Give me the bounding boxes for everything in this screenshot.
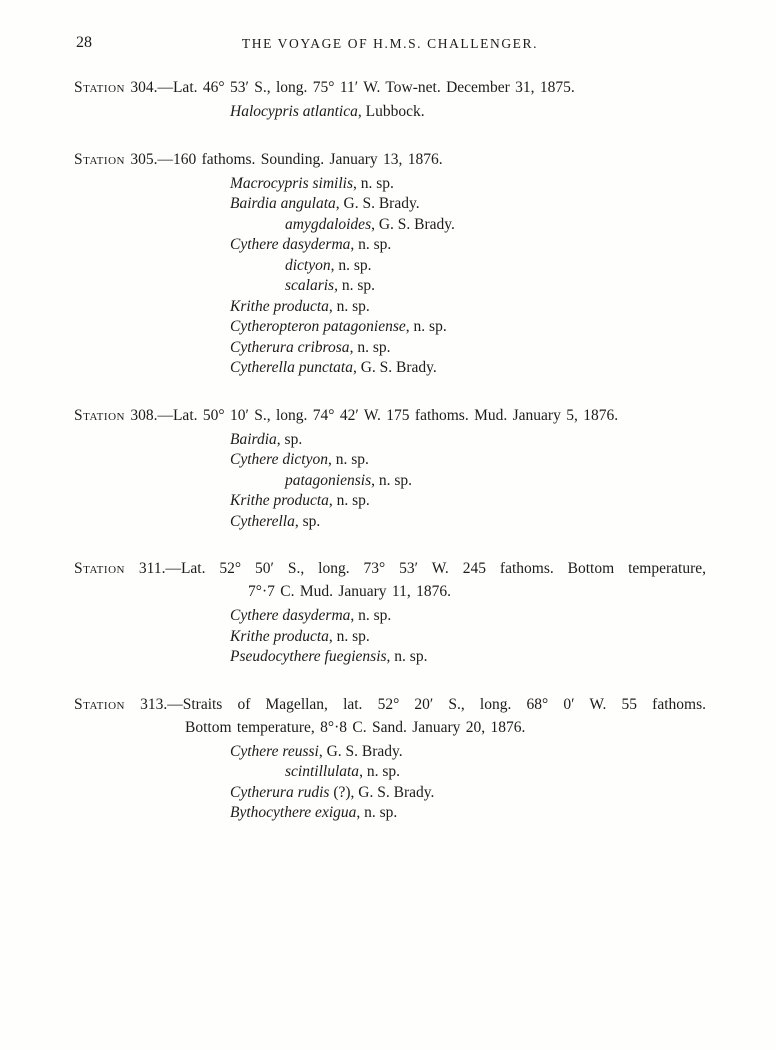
species-authority: , n. sp. xyxy=(405,318,447,335)
stations xyxy=(74,76,706,824)
species-list xyxy=(74,102,706,123)
station-heading-line xyxy=(74,716,706,739)
species-list xyxy=(74,430,706,533)
species-authority: , G. S. Brady. xyxy=(335,195,420,212)
station-block xyxy=(74,76,706,123)
station-heading xyxy=(74,76,706,99)
running-header: THE VOYAGE OF H.M.S. CHALLENGER. xyxy=(241,36,539,51)
station-heading-line xyxy=(74,148,706,171)
station-heading-text: 304.—Lat. 46° 53′ S., long. 75° 11′ W. Tow-net. December 31, 1875. xyxy=(124,79,575,96)
species-item xyxy=(230,235,706,256)
species-name: Cythere reussi xyxy=(230,742,319,760)
species-item xyxy=(230,317,706,338)
station-heading xyxy=(74,404,706,427)
species-list xyxy=(74,606,706,668)
station-heading-text: 313.—Straits of Magellan, lat. 52° 20′ S., long. 68° 0′ W. 55 fathoms. xyxy=(124,695,706,713)
species-name: Bairdia xyxy=(230,430,277,448)
station-block xyxy=(74,693,706,824)
species-authority: , n. sp. xyxy=(334,277,376,294)
species-item xyxy=(230,491,706,512)
species-authority: , n. sp. xyxy=(328,451,369,468)
species-authority: , n. sp. xyxy=(353,174,394,192)
species-item xyxy=(230,338,706,359)
species-authority: , G. S. Brady. xyxy=(318,742,403,760)
species-item xyxy=(230,742,706,763)
species-authority: , n. sp. xyxy=(328,492,370,509)
station-heading-line xyxy=(74,557,706,580)
species-item xyxy=(230,297,706,318)
station-heading-line xyxy=(74,693,706,716)
station-block xyxy=(74,148,706,379)
station-block xyxy=(74,404,706,533)
species-name: scintillulata xyxy=(285,763,360,780)
station-label: Station xyxy=(74,560,125,577)
species-item xyxy=(230,430,706,451)
station-label: Station xyxy=(74,79,125,96)
species-item xyxy=(230,647,706,668)
station-label: Station xyxy=(74,150,125,168)
species-item xyxy=(230,194,706,215)
station-label: Station xyxy=(74,406,125,424)
page-header xyxy=(74,34,706,52)
station-heading-line xyxy=(74,580,706,603)
species-name: Krithe producta xyxy=(230,492,329,509)
station-heading-line xyxy=(74,404,706,427)
station-heading-text: 7°·7 C. Mud. January 11, 1876. xyxy=(248,583,451,600)
species-name: Cythere dasyderma xyxy=(230,236,351,253)
species-authority: , n. sp. xyxy=(371,471,413,489)
page-number: 28 xyxy=(76,34,92,51)
species-name: Krithe producta xyxy=(230,627,329,645)
station-heading xyxy=(74,693,706,739)
species-name: Cytherura cribrosa xyxy=(230,338,350,356)
station-heading-text: Bottom temperature, 8°·8 C. Sand. January 20, 1876. xyxy=(185,718,526,736)
species-authority: , n. sp. xyxy=(330,256,372,274)
species-list xyxy=(74,742,706,824)
species-authority: , n. sp. xyxy=(350,236,392,253)
station-heading xyxy=(74,557,706,603)
species-name: Krithe producta xyxy=(230,297,329,315)
species-name: Bairdia angulata xyxy=(230,195,336,212)
species-authority: (?), G. S. Brady. xyxy=(329,783,435,801)
species-item xyxy=(230,358,706,379)
species-item xyxy=(230,174,706,195)
species-name: Cytherella punctata xyxy=(230,359,353,376)
species-authority: , n. sp. xyxy=(328,627,370,645)
species-item xyxy=(230,606,706,627)
species-item xyxy=(230,102,706,123)
species-authority: , n. sp. xyxy=(349,338,391,356)
species-name: Cythere dictyon xyxy=(230,451,328,468)
species-authority: , G. S. Brady. xyxy=(371,215,455,233)
species-authority: , G. S. Brady. xyxy=(352,359,437,376)
species-list xyxy=(74,174,706,379)
species-authority: , n. sp. xyxy=(359,763,400,780)
species-item xyxy=(285,256,706,277)
species-name: Cythere dasyderma xyxy=(230,607,351,624)
species-item xyxy=(230,783,706,804)
species-name: Macrocypris similis xyxy=(230,174,353,192)
species-name: scalaris xyxy=(285,277,335,294)
species-authority: , sp. xyxy=(294,512,321,530)
station-heading-line xyxy=(74,76,706,99)
species-item xyxy=(285,762,706,783)
species-item xyxy=(285,471,706,492)
species-name: amygdaloides xyxy=(285,215,372,233)
station-heading xyxy=(74,148,706,171)
station-label: Station xyxy=(74,695,125,713)
species-item xyxy=(285,276,706,297)
species-authority: , n. sp. xyxy=(350,607,392,624)
species-name: dictyon xyxy=(285,256,331,274)
species-item xyxy=(230,627,706,648)
station-block xyxy=(74,557,706,668)
species-authority: , Lubbock. xyxy=(357,103,425,120)
species-authority: , n. sp. xyxy=(356,804,398,821)
species-name: Pseudocythere fuegiensis xyxy=(230,648,387,665)
species-authority: , n. sp. xyxy=(386,648,428,665)
species-name: Cytheropteron patagoniense xyxy=(230,318,406,335)
station-heading-text: 305.—160 fathoms. Sounding. January 13, 1876. xyxy=(124,150,443,168)
species-authority: , n. sp. xyxy=(328,297,370,315)
species-name: Bythocythere exigua xyxy=(230,804,357,821)
species-name: Halocypris atlantica xyxy=(230,103,358,120)
species-authority: , sp. xyxy=(276,430,303,448)
species-item xyxy=(230,512,706,533)
species-item xyxy=(230,450,706,471)
species-item xyxy=(230,803,706,824)
species-name: Cytherella xyxy=(230,512,295,530)
species-name: Cytherura rudis xyxy=(230,783,330,801)
species-name: patagoniensis xyxy=(285,471,372,489)
station-heading-text: 308.—Lat. 50° 10′ S., long. 74° 42′ W. 175 fathoms. Mud. January 5, 1876. xyxy=(124,406,619,424)
station-heading-text: 311.—Lat. 52° 50′ S., long. 73° 53′ W. 245 fathoms. Bottom temperature, xyxy=(124,560,706,577)
species-item xyxy=(285,215,706,236)
